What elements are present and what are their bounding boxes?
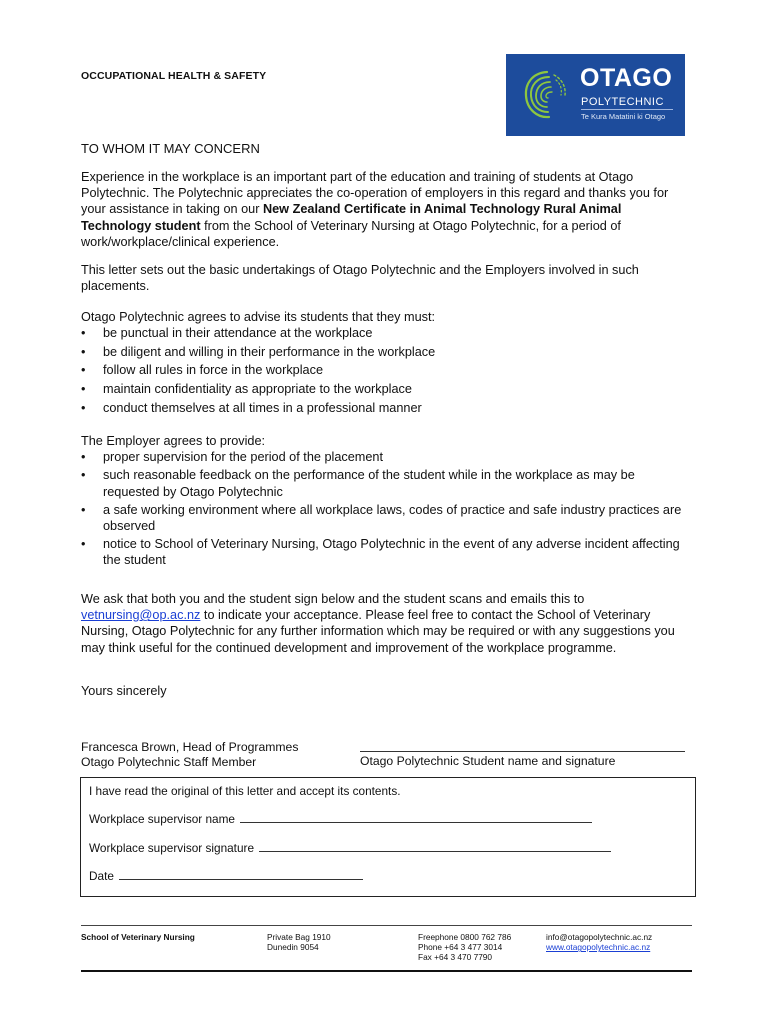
footer-address-line: Dunedin 9054 (267, 942, 319, 953)
supervisor-signature-field[interactable] (259, 840, 611, 852)
email-link[interactable]: vetnursing@op.ac.nz (81, 608, 201, 623)
list-item: • be diligent and willing in their performance in the workplace (81, 344, 691, 360)
section-title: OCCUPATIONAL HEALTH & SAFETY (81, 70, 267, 82)
footer-freephone: Freephone 0800 762 786 (418, 932, 512, 942)
request-tail: to indicate your acceptance. Please feel free to contact the School of Veterinary Nursing, Otago Polytechnic for any further information which may be required or with any suggestions you may think useful for the continued development and improvement of the workplace programme. (81, 608, 675, 655)
footer-online (546, 932, 652, 952)
intro-text: Experience in the workplace is an important part of the education and training of students at Otago Polytechnic. The Polytechnic appreciates the co-operation of employers in this regard and thanks you for your assistance in taking on our (81, 170, 669, 217)
swirl-logo-icon (520, 64, 574, 126)
undertakings-text: This letter sets out the basic undertakings of Otago Polytechnic and the Employers involved in such placements. (81, 263, 639, 294)
footer-address (267, 932, 331, 952)
list-item: • follow all rules in force in the workplace (81, 362, 691, 378)
acceptance-statement: I have read the original of this letter and accept its contents. (89, 784, 401, 798)
footer-email: info@otagopolytechnic.ac.nz (546, 932, 653, 942)
staff-signature-block (81, 740, 298, 769)
closing: Yours sincerely (81, 684, 167, 698)
paragraph-undertakings (81, 262, 691, 294)
footer-contact-numbers (418, 932, 511, 963)
paragraph-request (81, 591, 691, 656)
list-item: • maintain confidentiality as appropriate to the workplace (81, 381, 691, 397)
supervisor-name-label: Workplace supervisor name (89, 812, 235, 826)
footer-phone: Phone +64 3 477 3014 (418, 942, 503, 953)
footer-bottom-rule (81, 970, 692, 972)
logo-wordmark: OTAGO (580, 64, 673, 92)
employer-intro: The Employer agrees to provide: (81, 434, 266, 448)
paragraph-intro (81, 169, 691, 250)
footer-divider (81, 925, 692, 926)
list-item: • proper supervision for the period of the placement (81, 449, 691, 465)
footer-website-link[interactable]: www.otagopolytechnic.ac.nz (546, 942, 651, 953)
acceptance-box (80, 777, 696, 897)
list-item: • such reasonable feedback on the performance of the student while in the workplace as may be requested by Otago Polytechnic (81, 467, 691, 499)
polytechnic-intro: Otago Polytechnic agrees to advise its students that they must: (81, 310, 436, 324)
logo-subtitle: POLYTECHNIC (581, 96, 664, 108)
list-item: • conduct themselves at all times in a professional manner (81, 400, 691, 416)
student-signature-line[interactable] (360, 738, 685, 752)
employer-obligations (81, 433, 691, 571)
staff-role: Otago Polytechnic Staff Member (81, 754, 257, 769)
greeting: TO WHOM IT MAY CONCERN (81, 141, 260, 156)
staff-name: Francesca Brown, Head of Programmes (81, 740, 299, 754)
request-text: We ask that both you and the student sign below and the student scans and emails this to (81, 592, 585, 606)
footer-fax: Fax +64 3 470 7790 (418, 952, 493, 963)
supervisor-signature-label: Workplace supervisor signature (89, 841, 255, 855)
student-signature-label: Otago Polytechnic Student name and signature (360, 754, 616, 768)
program-name: New Zealand Certificate in Animal Technology Rural Animal Technology student (81, 202, 622, 233)
polytechnic-obligations (81, 309, 691, 418)
supervisor-name-field[interactable] (240, 811, 592, 823)
intro-tail: from the School of Veterinary Nursing at Otago Polytechnic, for a period of work/workplace/clinical experience. (81, 218, 621, 249)
logo-divider (581, 109, 673, 110)
date-field[interactable] (119, 868, 363, 880)
otago-polytechnic-logo (506, 54, 685, 136)
date-label: Date (89, 869, 114, 883)
list-item: • a safe working environment where all workplace laws, codes of practice and safe industry practices are observed (81, 502, 691, 534)
footer-school: School of Veterinary Nursing (81, 932, 195, 942)
list-item: • be punctual in their attendance at the workplace (81, 325, 691, 341)
logo-maori-name: Te Kura Matatini ki Otago (581, 112, 666, 121)
footer-address-line: Private Bag 1910 (267, 932, 331, 942)
list-item: • notice to School of Veterinary Nursing, Otago Polytechnic in the event of any adverse incident affecting the student (81, 536, 691, 568)
